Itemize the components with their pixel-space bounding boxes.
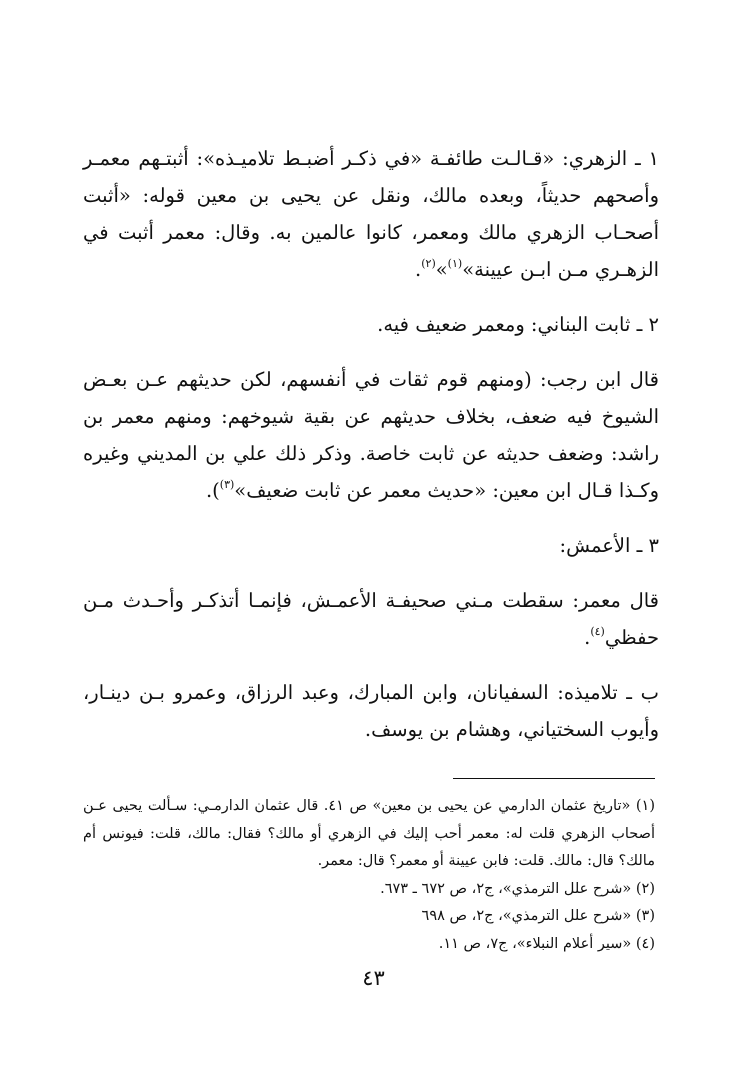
paragraph-amash-heading xyxy=(83,527,659,564)
paragraph-students xyxy=(83,674,659,748)
footnote-1: (١) «تاريخ عثمان الدارمي عن يحيى بن معين» ص ٤١. قال عثمان الدارمـي: سـألت يحيى عـن أصحاب الزهري قلت له: معمر أحب إليك في الزهري أو مالك؟ فقال: مالك، قلت: فيونس أم مالك؟ قال: مالك. قلت: فابن عيينة أو معمر؟ قال: معمر. xyxy=(83,798,655,869)
footnote-ref: (٢) xyxy=(421,257,436,270)
paragraph-text: ٣ ـ الأعمش: xyxy=(559,534,659,557)
footnote-3: (٣) «شرح علل الترمذي»، ج٢، ص ٦٩٨ xyxy=(421,908,655,924)
paragraph-text: قال معمر: سقطت مـني صحيفـة الأعمـش، فإنمـا أتذكـر وأحـدث مـن حفظي xyxy=(83,589,659,649)
paragraph-end: . xyxy=(415,258,422,281)
paragraph-text: ب ـ تلاميذه: السفيانان، وابن المبارك، وعبد الرزاق، وعمرو بـن دينـار، وأيوب السختياني، وهشام بن يوسف. xyxy=(83,681,659,741)
closing-quote: » xyxy=(435,258,448,281)
paragraph-end: . xyxy=(584,626,591,649)
page-number: ٤٣ xyxy=(362,966,385,990)
paragraph-end: ). xyxy=(205,479,220,502)
footnotes xyxy=(83,793,655,958)
paragraph-text: ١ ـ الزهري: «قـالـت طائفـة «في ذكـر أضبـط تلاميـذه»: أثبتـهم معمـر وأصحهم حديثاً، وبعده مالك، ونقل عن يحيى بن معين قوله: «أثبت أصحـاب الزهري مالك ومعمر، كانوا عالمين به. وقال: معمر أثبت في الزهـري مـن ابـن عيينة» xyxy=(83,147,659,281)
paragraph-thabit-heading xyxy=(83,306,659,343)
footnote-4: (٤) «سير أعلام النبلاء»، ج٧، ص ١١. xyxy=(438,935,655,952)
footnote-ref: (١) xyxy=(447,257,463,270)
paragraph-text: قال ابن رجب: (ومنهم قوم ثقات في أنفسهم، لكن حديثهم عـن بعـض الشيوخ فيه ضعف، بخلاف حديثهم عن بقية شيوخهم: ومنهم معمر بن راشد: وضعف حديثه عن ثابت خاصة. وذكر ذلك علي بن المديني وغيره وكـذا قـال ابن معين: «حديث معمر عن ثابت ضعيف» xyxy=(83,368,659,502)
footnote-ref: (٤) xyxy=(590,625,605,638)
main-text xyxy=(83,140,659,766)
footnote-ref: (٣) xyxy=(219,478,235,491)
paragraph-ibn-rajab xyxy=(83,361,659,509)
footnote-divider xyxy=(453,778,655,779)
paragraph-text: ٢ ـ ثابت البناني: ومعمر ضعيف فيه. xyxy=(377,313,659,336)
paragraph-zuhri xyxy=(83,140,659,288)
footnote-2: (٢) «شرح علل الترمذي»، ج٢، ص ٦٧٢ ـ ٦٧٣. xyxy=(380,880,655,897)
paragraph-mamar-quote xyxy=(83,582,659,656)
